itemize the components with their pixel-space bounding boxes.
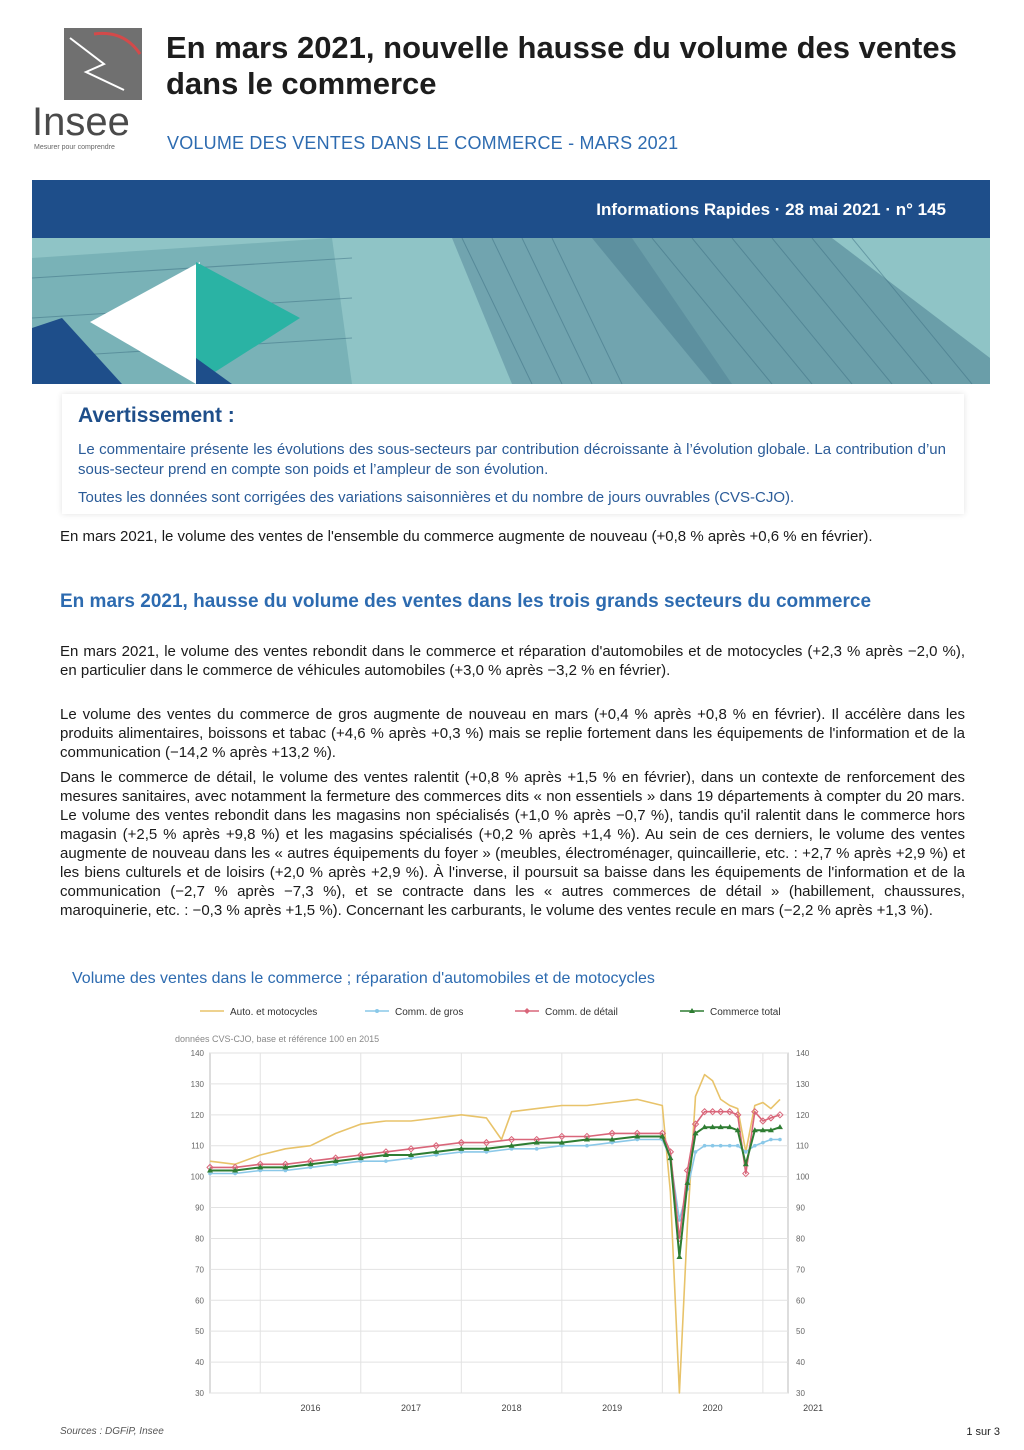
- y-tick-label-right: 120: [796, 1110, 810, 1120]
- data-point: [753, 1144, 757, 1148]
- data-point: [711, 1144, 715, 1148]
- legend-marker: [375, 1009, 379, 1013]
- x-axis: [301, 1403, 824, 1413]
- y-tick-label: 30: [195, 1389, 204, 1398]
- data-point: [744, 1150, 748, 1154]
- y-tick-label-right: 80: [796, 1234, 805, 1244]
- sales-volume-chart: [170, 993, 830, 1418]
- publication-info: Informations Rapides · 28 mai 2021 · n° 145: [596, 200, 946, 219]
- legend-marker: [524, 1008, 530, 1014]
- section-title: En mars 2021, hausse du volume des ventes dans les trois grands secteurs du commerce: [60, 591, 872, 612]
- data-point: [694, 1150, 698, 1154]
- chart-grid: [210, 1053, 788, 1393]
- y-tick-label-right: 40: [796, 1358, 805, 1368]
- legend-label: Comm. de gros: [395, 1007, 464, 1018]
- x-tick-label: 2020: [702, 1403, 723, 1413]
- y-tick-label: 40: [195, 1358, 204, 1368]
- data-point: [778, 1138, 782, 1142]
- legend-label: Auto. et motocycles: [230, 1007, 318, 1018]
- y-tick-label: 110: [191, 1141, 204, 1151]
- y-tick-label-right: 140: [796, 1049, 810, 1058]
- y-tick-label-right: 130: [796, 1079, 810, 1089]
- plot-frame: [210, 1053, 788, 1393]
- page-title: En mars 2021, nouvelle hausse du volume des ventes dans le commerce: [166, 30, 957, 101]
- page-subtitle: VOLUME DES VENTES DANS LE COMMERCE - MARS 2021: [167, 133, 679, 153]
- x-tick-label: 2018: [501, 1403, 522, 1413]
- data-point: [761, 1141, 765, 1145]
- insee-logo: [32, 28, 142, 153]
- x-tick-label: 2021: [803, 1403, 824, 1413]
- y-tick-label: 80: [195, 1234, 204, 1244]
- y-tick-label-right: 90: [796, 1203, 805, 1213]
- legend-label: Commerce total: [710, 1007, 781, 1018]
- logo-graphic: [64, 28, 142, 100]
- intro-paragraph: En mars 2021, le volume des ventes de l'ensemble du commerce augmente de nouveau (+0,8 % après +0,6 % en février).: [60, 528, 873, 545]
- page-number: 1 sur 3: [966, 1426, 1000, 1438]
- header-banner: [32, 180, 990, 384]
- chart-note: données CVS-CJO, base et référence 100 en 2015: [175, 1034, 380, 1044]
- paragraph-detail: Dans le commerce de détail, le volume des ventes ralentit (+0,8 % après +1,5 % en février), dans un contexte de renforcement des mesures sanitaires, avec notamment la fermeture des commerces dits « non essentiels » dans 19 départements à compter du 20 mars. Le volume des ventes rebondit dans les magasins non spécialisés (+1,0 % après −0,7 %), tandis qu'il ralentit dans le commerce hors magasin (+2,5 % après +9,8 %) et les magasins spécialisés (+0,2 % après +1,4 %). Au sein de ces derniers, le volume des ventes augmente de nouveau dans les « autres équipements du foyer » (meubles, électroménager, quincaillerie, etc. : +2,7 % après +2,9 %) et les biens culturels et de loisirs (+2,0 % après +2,9 %). À l'inverse, il poursuit sa baisse dans les équipements de l'information et de la communication (−2,7 % après −7,3 %), et se contracte dans les « autres commerces de détail » (habillement, chaussures, maroquinerie, etc. : −0,3 % après +1,5 %). Concernant les carburants, le volume des ventes recule en mars (−2,2 % après +1,3 %).: [60, 769, 965, 919]
- chart-legend: [200, 1007, 781, 1018]
- series-line: [210, 1127, 780, 1257]
- y-axis-right: [796, 1049, 810, 1398]
- y-tick-label-right: 60: [796, 1296, 805, 1306]
- data-point: [728, 1144, 732, 1148]
- data-point: [585, 1144, 589, 1148]
- chart-plot: [207, 1075, 783, 1393]
- data-point: [769, 1138, 773, 1142]
- y-tick-label-right: 110: [796, 1141, 809, 1151]
- y-tick-label: 100: [190, 1172, 204, 1182]
- data-point: [736, 1144, 740, 1148]
- banner-image: [32, 238, 990, 384]
- x-tick-label: 2017: [401, 1403, 422, 1413]
- warning-title: Avertissement :: [78, 404, 235, 427]
- banner-bar: [32, 180, 990, 238]
- source-note: Sources : DGFiP, Insee: [60, 1426, 164, 1437]
- x-tick-label: 2016: [300, 1403, 321, 1413]
- paragraph-auto: En mars 2021, le volume des ventes rebondit dans le commerce et réparation d'automobiles et de motocycles (+2,3 % après −2,0 %), en particulier dans le commerce de véhicules automobiles (+3,0 % après −3,2 % en février).: [60, 643, 965, 679]
- y-tick-label-right: 50: [796, 1327, 805, 1337]
- paragraph-gros: Le volume des ventes du commerce de gros augmente de nouveau en mars (+0,4 % après +0,8 % en février). Il accélère dans les produits alimentaires, boissons et tabac (+4,6 % après +0,3 %) mais se replie fortement dans les équipements de l'information et de la communication (−14,2 % après +13,2 %).: [60, 706, 965, 761]
- chart-title: Volume des ventes dans le commerce ; réparation d'automobiles et de motocycles: [72, 970, 655, 987]
- y-tick-label: 130: [190, 1079, 204, 1089]
- x-tick-label: 2019: [602, 1403, 623, 1413]
- y-axis-left: [191, 1049, 205, 1398]
- y-tick-label-right: 30: [796, 1389, 805, 1398]
- data-point: [703, 1144, 707, 1148]
- y-tick-label: 60: [195, 1296, 204, 1306]
- y-tick-label-right: 100: [796, 1172, 810, 1182]
- data-point: [676, 1254, 682, 1259]
- legend-label: Comm. de détail: [545, 1007, 618, 1018]
- y-tick-label: 50: [195, 1327, 204, 1337]
- data-point: [667, 1155, 673, 1160]
- logo-word: Insee: [32, 100, 130, 144]
- y-tick-label-right: 70: [796, 1265, 805, 1275]
- data-point: [719, 1144, 723, 1148]
- y-tick-label: 120: [190, 1110, 204, 1120]
- data-point: [777, 1124, 783, 1129]
- y-tick-label: 140: [190, 1049, 204, 1058]
- y-tick-label: 90: [195, 1203, 204, 1213]
- data-point: [535, 1147, 539, 1151]
- data-point: [384, 1159, 388, 1163]
- y-tick-label: 70: [195, 1265, 204, 1275]
- logo-tagline: Mesurer pour comprendre: [34, 144, 115, 151]
- warning-text-2: Toutes les données sont corrigées des variations saisonnières et du nombre de jours ouvrables (CVS-CJO).: [78, 489, 795, 506]
- warning-text-1: Le commentaire présente les évolutions des sous-secteurs par contribution décroissante à l’évolution globale. La contribution d’un sous-secteur prend en compte son poids et l’ampleur de son évolution.: [78, 441, 946, 478]
- warning-box: [62, 394, 964, 514]
